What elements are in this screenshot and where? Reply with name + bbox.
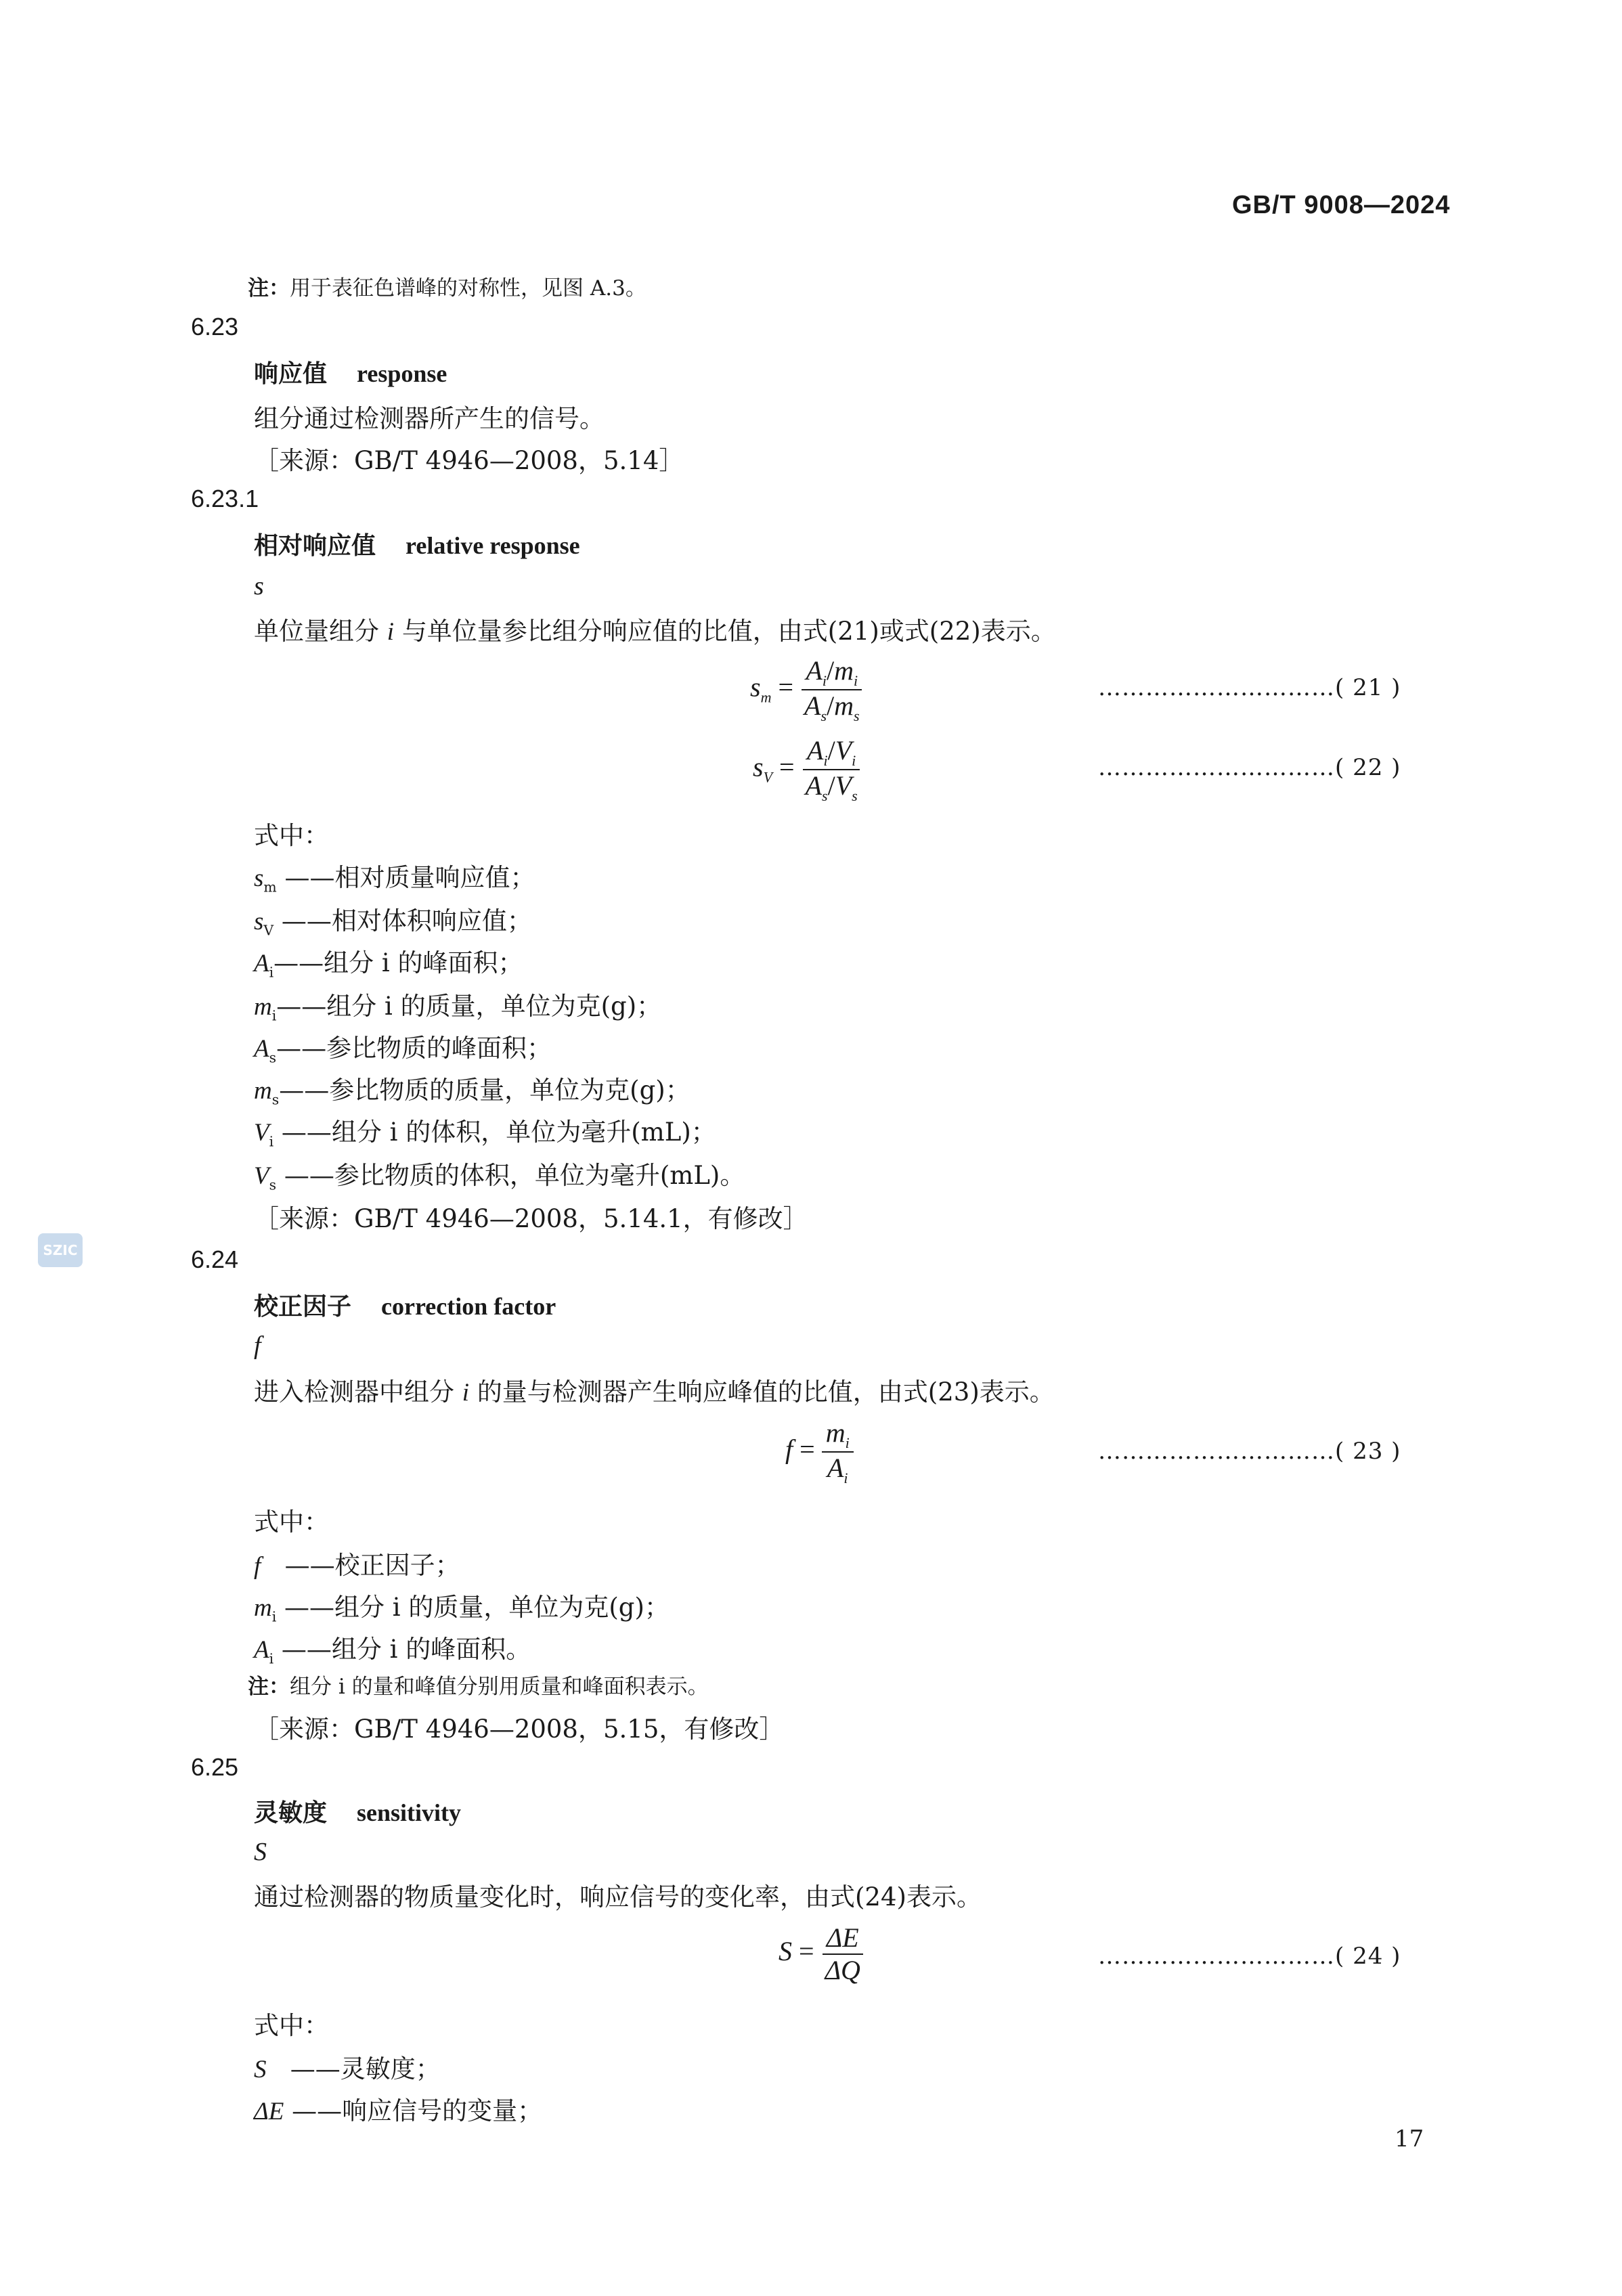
definition-text: 组分通过检测器所产生的信号。 [254,404,605,433]
note-symmetry [248,271,646,301]
eq-sign: = [779,751,795,782]
note-text: 组分 i 的量和峰值分别用质量和峰面积表示。 [290,1675,709,1699]
denominator: ΔQ [825,1955,860,1985]
definition-text [254,611,1056,647]
term-symbol: S [254,1838,267,1866]
variable-definition: $A_s——$参比物质的峰面积； [254,1034,552,1066]
eq-lhs: s [753,751,764,782]
variable-definition: $s_m$ ——相对质量响应值； [254,863,535,896]
equation-21 [750,655,864,725]
denominator: $A_s/V_s$ [805,770,858,805]
numerator: ΔE [823,1922,863,1955]
variable-definition: $m_s——$参比物质的质量，单位为克(g)； [254,1076,691,1108]
variable-definition: $m_i$ ——组分 i 的质量，单位为克(g)； [254,1593,670,1625]
eq-lhs: S [779,1936,792,1967]
eq-sign: = [799,1434,815,1465]
section-number: 6.23 [191,313,239,340]
term-en: relative response [406,532,580,559]
term-en: correction factor [381,1293,556,1320]
source-citation: ［来源：GB/T 4946—2008，5.14.1，有修改］ [254,1204,808,1233]
section-number: 6.24 [191,1245,239,1273]
def-variable: i [462,1379,470,1407]
term-zh: 相对响应值 [254,532,376,560]
equation-number: …………………………( 21 ) [1098,674,1401,701]
numerator: $m_i$ [822,1417,854,1453]
term-zh: 校正因子 [254,1293,352,1321]
eq-lhs: s [750,671,761,703]
page-number: 17 [1395,2125,1424,2152]
equation-22 [753,735,862,805]
note-label: 注： [248,1675,290,1699]
where-label: 式中： [254,1507,329,1537]
fraction [800,655,864,725]
variable-definition: $m_i——$组分 i 的质量，单位为克(g)； [254,992,662,1024]
fraction [821,1922,864,1986]
definition-text [254,1371,1055,1408]
equation-number: …………………………( 23 ) [1098,1438,1401,1465]
equation-number: …………………………( 22 ) [1098,754,1401,781]
term-symbol: f [254,1331,261,1360]
denominator: $A_i$ [827,1453,848,1487]
term-en: sensitivity [357,1799,462,1826]
eq-sign: = [778,671,794,703]
variable-definition: ΔE ——响应信号的变量； [254,2096,543,2125]
numerator: $A_i/m_i$ [802,655,862,690]
variable-definition: $A_i$ ——组分 i 的峰面积。 [254,1635,531,1667]
term-zh: 响应值 [254,360,328,388]
equation-23 [785,1417,854,1487]
eq-lhs: f [785,1434,793,1465]
where-label: 式中： [254,2011,329,2040]
where-label: 式中： [254,821,329,850]
note-text: 用于表征色谱峰的对称性，见图 A.3。 [290,276,646,301]
variable-definition: $s_V$ ——相对体积响应值； [254,906,532,939]
source-citation: ［来源：GB/T 4946—2008，5.15，有修改］ [254,1715,785,1744]
variable-definition: f ——校正因子； [254,1551,460,1580]
denominator: $A_s/m_s$ [804,690,860,725]
fraction [802,735,862,805]
standard-code-header: GB/T 9008—2024 [1232,191,1451,219]
term-en: response [357,360,447,387]
def-part: 的量与检测器产生响应峰值的比值，由式(23)表示。 [477,1377,1055,1407]
term-heading [254,527,580,561]
szic-watermark-logo: SZIC [38,1233,83,1267]
term-heading [254,1794,461,1828]
variable-definition: $V_s$ ——参比物质的体积，单位为毫升(mL)。 [254,1161,745,1193]
numerator: $A_i/V_i$ [803,735,860,770]
variable-definition: $V_i$ ——组分 i 的体积，单位为毫升(mL)； [254,1118,716,1150]
def-part: 进入检测器中组分 [254,1377,454,1407]
note-label: 注： [248,276,290,301]
equation-24 [779,1922,864,1986]
source-citation: ［来源：GB/T 4946—2008，5.14］ [254,446,684,475]
eq-sub: m [760,688,772,706]
def-part: 单位量组分 [254,617,379,646]
term-heading [254,355,447,389]
eq-sub: V [763,768,773,786]
note-quantity [248,1669,709,1700]
term-zh: 灵敏度 [254,1799,328,1827]
variable-definition: S ——灵敏度； [254,2054,441,2083]
def-part: 与单位量参比组分响应值的比值，由式(21)或式(22)表示。 [401,617,1056,646]
term-heading [254,1287,556,1322]
section-number: 6.23.1 [191,485,259,512]
eq-sign: = [799,1936,814,1967]
def-variable: i [387,618,395,646]
definition-text: 通过检测器的物质量变化时，响应信号的变化率，由式(24)表示。 [254,1882,982,1912]
term-symbol: s [254,572,264,600]
equation-number: …………………………( 24 ) [1098,1943,1401,1970]
fraction [822,1417,854,1487]
section-number: 6.25 [191,1753,239,1781]
variable-definition: $A_i——$组分 i 的峰面积； [254,948,523,981]
